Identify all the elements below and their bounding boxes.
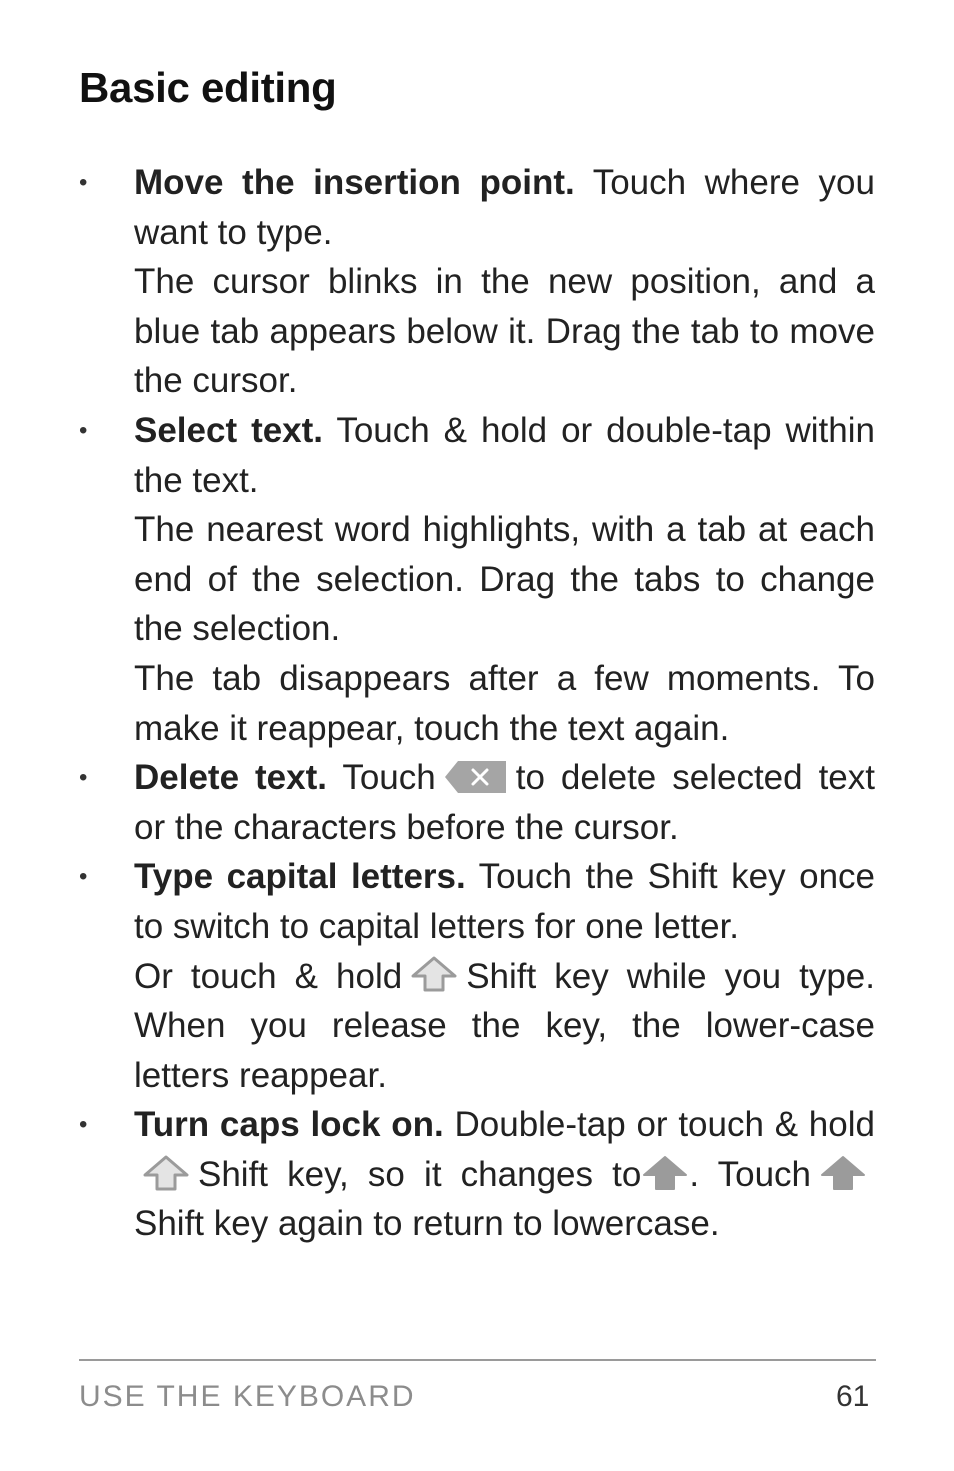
list-item-select-text <box>79 406 875 753</box>
shift-outline-icon <box>142 1154 190 1192</box>
item-paragraph <box>134 1100 875 1249</box>
item-text: to delete selected text or the characters before the cursor. <box>134 758 875 847</box>
bullet: • <box>79 169 88 196</box>
list-item-move-insertion <box>79 158 875 406</box>
shift-filled-icon <box>641 1154 689 1192</box>
item-paragraph <box>134 852 875 951</box>
item-lead: Type capital letters. <box>134 857 466 897</box>
list-item-delete-text <box>79 753 875 852</box>
item-lead: Delete text. <box>134 758 327 798</box>
bullet: • <box>79 764 88 792</box>
page-title: Basic editing <box>79 64 337 111</box>
bullet: • <box>79 416 88 444</box>
backspace-delete-key-icon <box>444 759 508 795</box>
bullet: • <box>79 1111 88 1139</box>
page-number: 61 <box>836 1380 870 1413</box>
bullet: • <box>79 863 88 891</box>
item-lead: Move the insertion point. <box>134 163 575 202</box>
footer-divider <box>79 1359 876 1361</box>
item-paragraph <box>134 753 875 852</box>
item-text: Shift key, so it changes to <box>198 1154 642 1194</box>
item-paragraph <box>134 952 875 1101</box>
footer-section-title: USE THE KEYBOARD <box>79 1380 416 1413</box>
item-lead: Turn caps lock on. <box>134 1105 444 1145</box>
editing-tips-list <box>79 158 875 1249</box>
item-text: Touch where you want to type. <box>134 163 875 252</box>
item-text: . Touch <box>689 1154 811 1194</box>
item-paragraph: The nearest word highlights, with a tab at each end of the selection. Drag the tabs to change the selection. <box>134 510 875 649</box>
item-text: Double-tap or touch & hold <box>454 1105 875 1145</box>
list-item-caps-lock <box>79 1100 875 1249</box>
item-paragraph <box>134 406 875 505</box>
item-text: Shift key while you type. When you release the key, the lower-case letters reappear. <box>134 956 875 1095</box>
item-paragraph: The tab disappears after a few moments. To make it reappear, touch the text again. <box>134 658 875 748</box>
item-text: Or touch & hold <box>134 956 403 996</box>
item-text: Shift key again to return to lowercase. <box>134 1204 720 1244</box>
item-paragraph: The cursor blinks in the new position, and a blue tab appears below it. Drag the tab to move the cursor. <box>134 262 875 401</box>
item-paragraph <box>134 158 875 257</box>
shift-filled-icon <box>819 1154 867 1192</box>
item-text: Touch & hold or double-tap within the text. <box>134 410 875 500</box>
item-text: Touch <box>342 758 436 798</box>
item-lead: Select text. <box>134 410 324 450</box>
shift-outline-icon <box>410 955 458 993</box>
list-item-capital-letters <box>79 852 875 1100</box>
item-text: Touch the Shift key once to switch to capital letters for one letter. <box>134 857 875 946</box>
